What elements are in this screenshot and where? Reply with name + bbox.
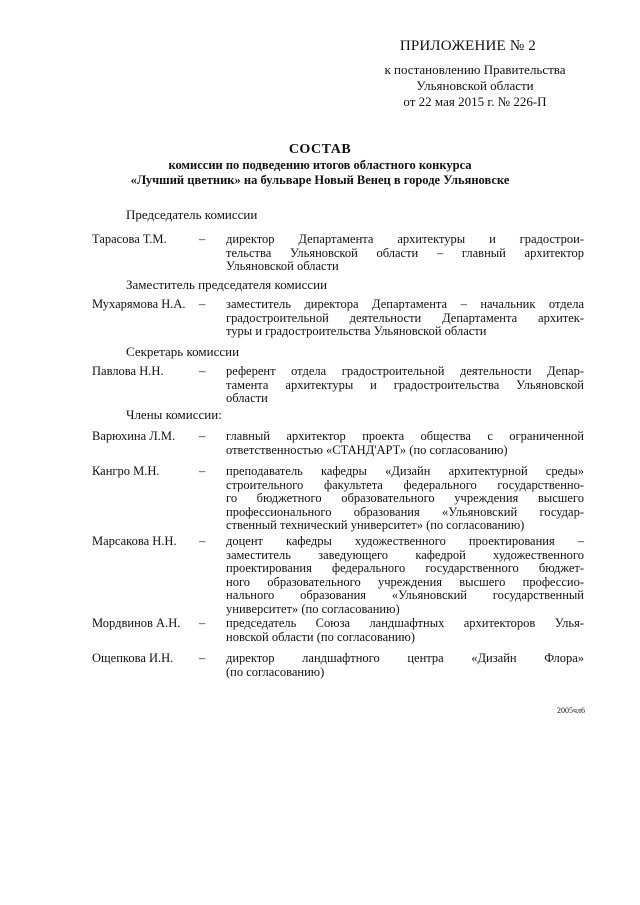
- position-line: председатель Союза ландшафтных архитекторов Улья-: [226, 616, 584, 630]
- position-line: директор ландшафтного центра «Дизайн Флора»: [226, 651, 584, 665]
- position-line: преподаватель кафедры «Дизайн архитектурной среды»: [226, 464, 584, 478]
- members-heading: Члены комиссии:: [126, 407, 222, 422]
- dash: –: [199, 429, 206, 443]
- position-line: референт отдела градостроительной деятельности Депар-: [226, 364, 584, 378]
- member-name: Марсакова Н.Н.: [92, 534, 177, 548]
- dash: –: [199, 651, 206, 665]
- dash: –: [199, 616, 206, 630]
- subtitle-line: «Лучший цветник» на бульваре Новый Венец в городе Ульяновске: [130, 173, 510, 187]
- position-line: профессионального образования «Ульяновский государ-: [226, 504, 584, 519]
- document-code: 2005чл6: [556, 706, 585, 715]
- document-subtitle: [60, 158, 580, 188]
- dash: –: [199, 534, 206, 548]
- dash: –: [199, 464, 206, 478]
- position-line: ственный технический университет» (по согласованию): [226, 518, 525, 532]
- position-line: нального образования «Ульяновский государственный: [226, 588, 584, 602]
- member-name: Кангро М.Н.: [92, 464, 160, 478]
- dash: –: [199, 364, 206, 378]
- member-name: Мухарямова Н.А.: [92, 297, 186, 311]
- position-line: го бюджетного образовательного учреждения высшего: [226, 491, 584, 505]
- member-position: [226, 365, 584, 406]
- position-line: тельства Ульяновской области – главный архитектор: [226, 245, 584, 260]
- position-line: проектирования федерального государственного бюджет-: [226, 561, 584, 575]
- position-line: ного образовательного учреждения высшего профессио-: [226, 574, 584, 589]
- position-line: университет» (по согласованию): [226, 601, 400, 616]
- subtitle-line: комиссии по подведению итогов областного конкурса: [168, 158, 472, 172]
- reference-line: от 22 мая 2015 г. № 226-П: [403, 94, 547, 109]
- member-name: Тарасова Т.М.: [92, 232, 167, 246]
- reference-line: к постановлению Правительства: [384, 62, 566, 77]
- member-position: [226, 430, 584, 457]
- member-name: Ощепкова И.Н.: [92, 651, 174, 665]
- member-position: [226, 298, 584, 339]
- position-line: доцент кафедры художественного проектирования –: [226, 534, 584, 548]
- secretary-heading: Секретарь комиссии: [126, 344, 240, 359]
- position-line: заместитель заведующего кафедрой художественного: [226, 547, 584, 562]
- document-title: СОСТАВ: [288, 142, 352, 157]
- deputy-heading: Заместитель председателя комиссии: [126, 277, 328, 292]
- member-position: [226, 233, 584, 274]
- position-line: тамента архитектуры и градостроительства Ульяновской: [226, 377, 584, 392]
- member-position: [226, 465, 584, 533]
- position-line: туры и градостроительства Ульяновской области: [226, 324, 487, 338]
- appendix-label: ПРИЛОЖЕНИЕ № 2: [399, 38, 536, 54]
- dash: –: [199, 232, 206, 246]
- position-line: ответственностью «СТАНД'АРТ» (по согласованию): [226, 442, 508, 457]
- member-name: Павлова Н.Н.: [92, 364, 164, 378]
- position-line: строительного факультета федерального государственно-: [226, 477, 584, 492]
- position-line: градостроительной деятельности Департамента архитек-: [226, 310, 584, 325]
- position-line: главный архитектор проекта общества с ограниченной: [226, 429, 584, 443]
- reference-line: Ульяновской области: [416, 78, 534, 93]
- position-line: области: [226, 391, 268, 405]
- member-name: Мордвинов А.Н.: [92, 616, 181, 630]
- member-position: [226, 535, 584, 616]
- member-name: Варюхина Л.М.: [92, 429, 176, 443]
- member-position: [226, 652, 584, 679]
- position-line: Ульяновской области: [226, 259, 339, 273]
- chairman-heading: Председатель комиссии: [126, 207, 258, 222]
- member-position: [226, 617, 584, 644]
- dash: –: [199, 297, 206, 311]
- position-line: заместитель директора Департамента – начальник отдела: [226, 297, 584, 311]
- position-line: директор Департамента архитектуры и градострои-: [226, 232, 584, 246]
- resolution-reference: [365, 62, 585, 110]
- position-line: (по согласованию): [226, 664, 325, 679]
- position-line: новской области (по согласованию): [226, 629, 415, 644]
